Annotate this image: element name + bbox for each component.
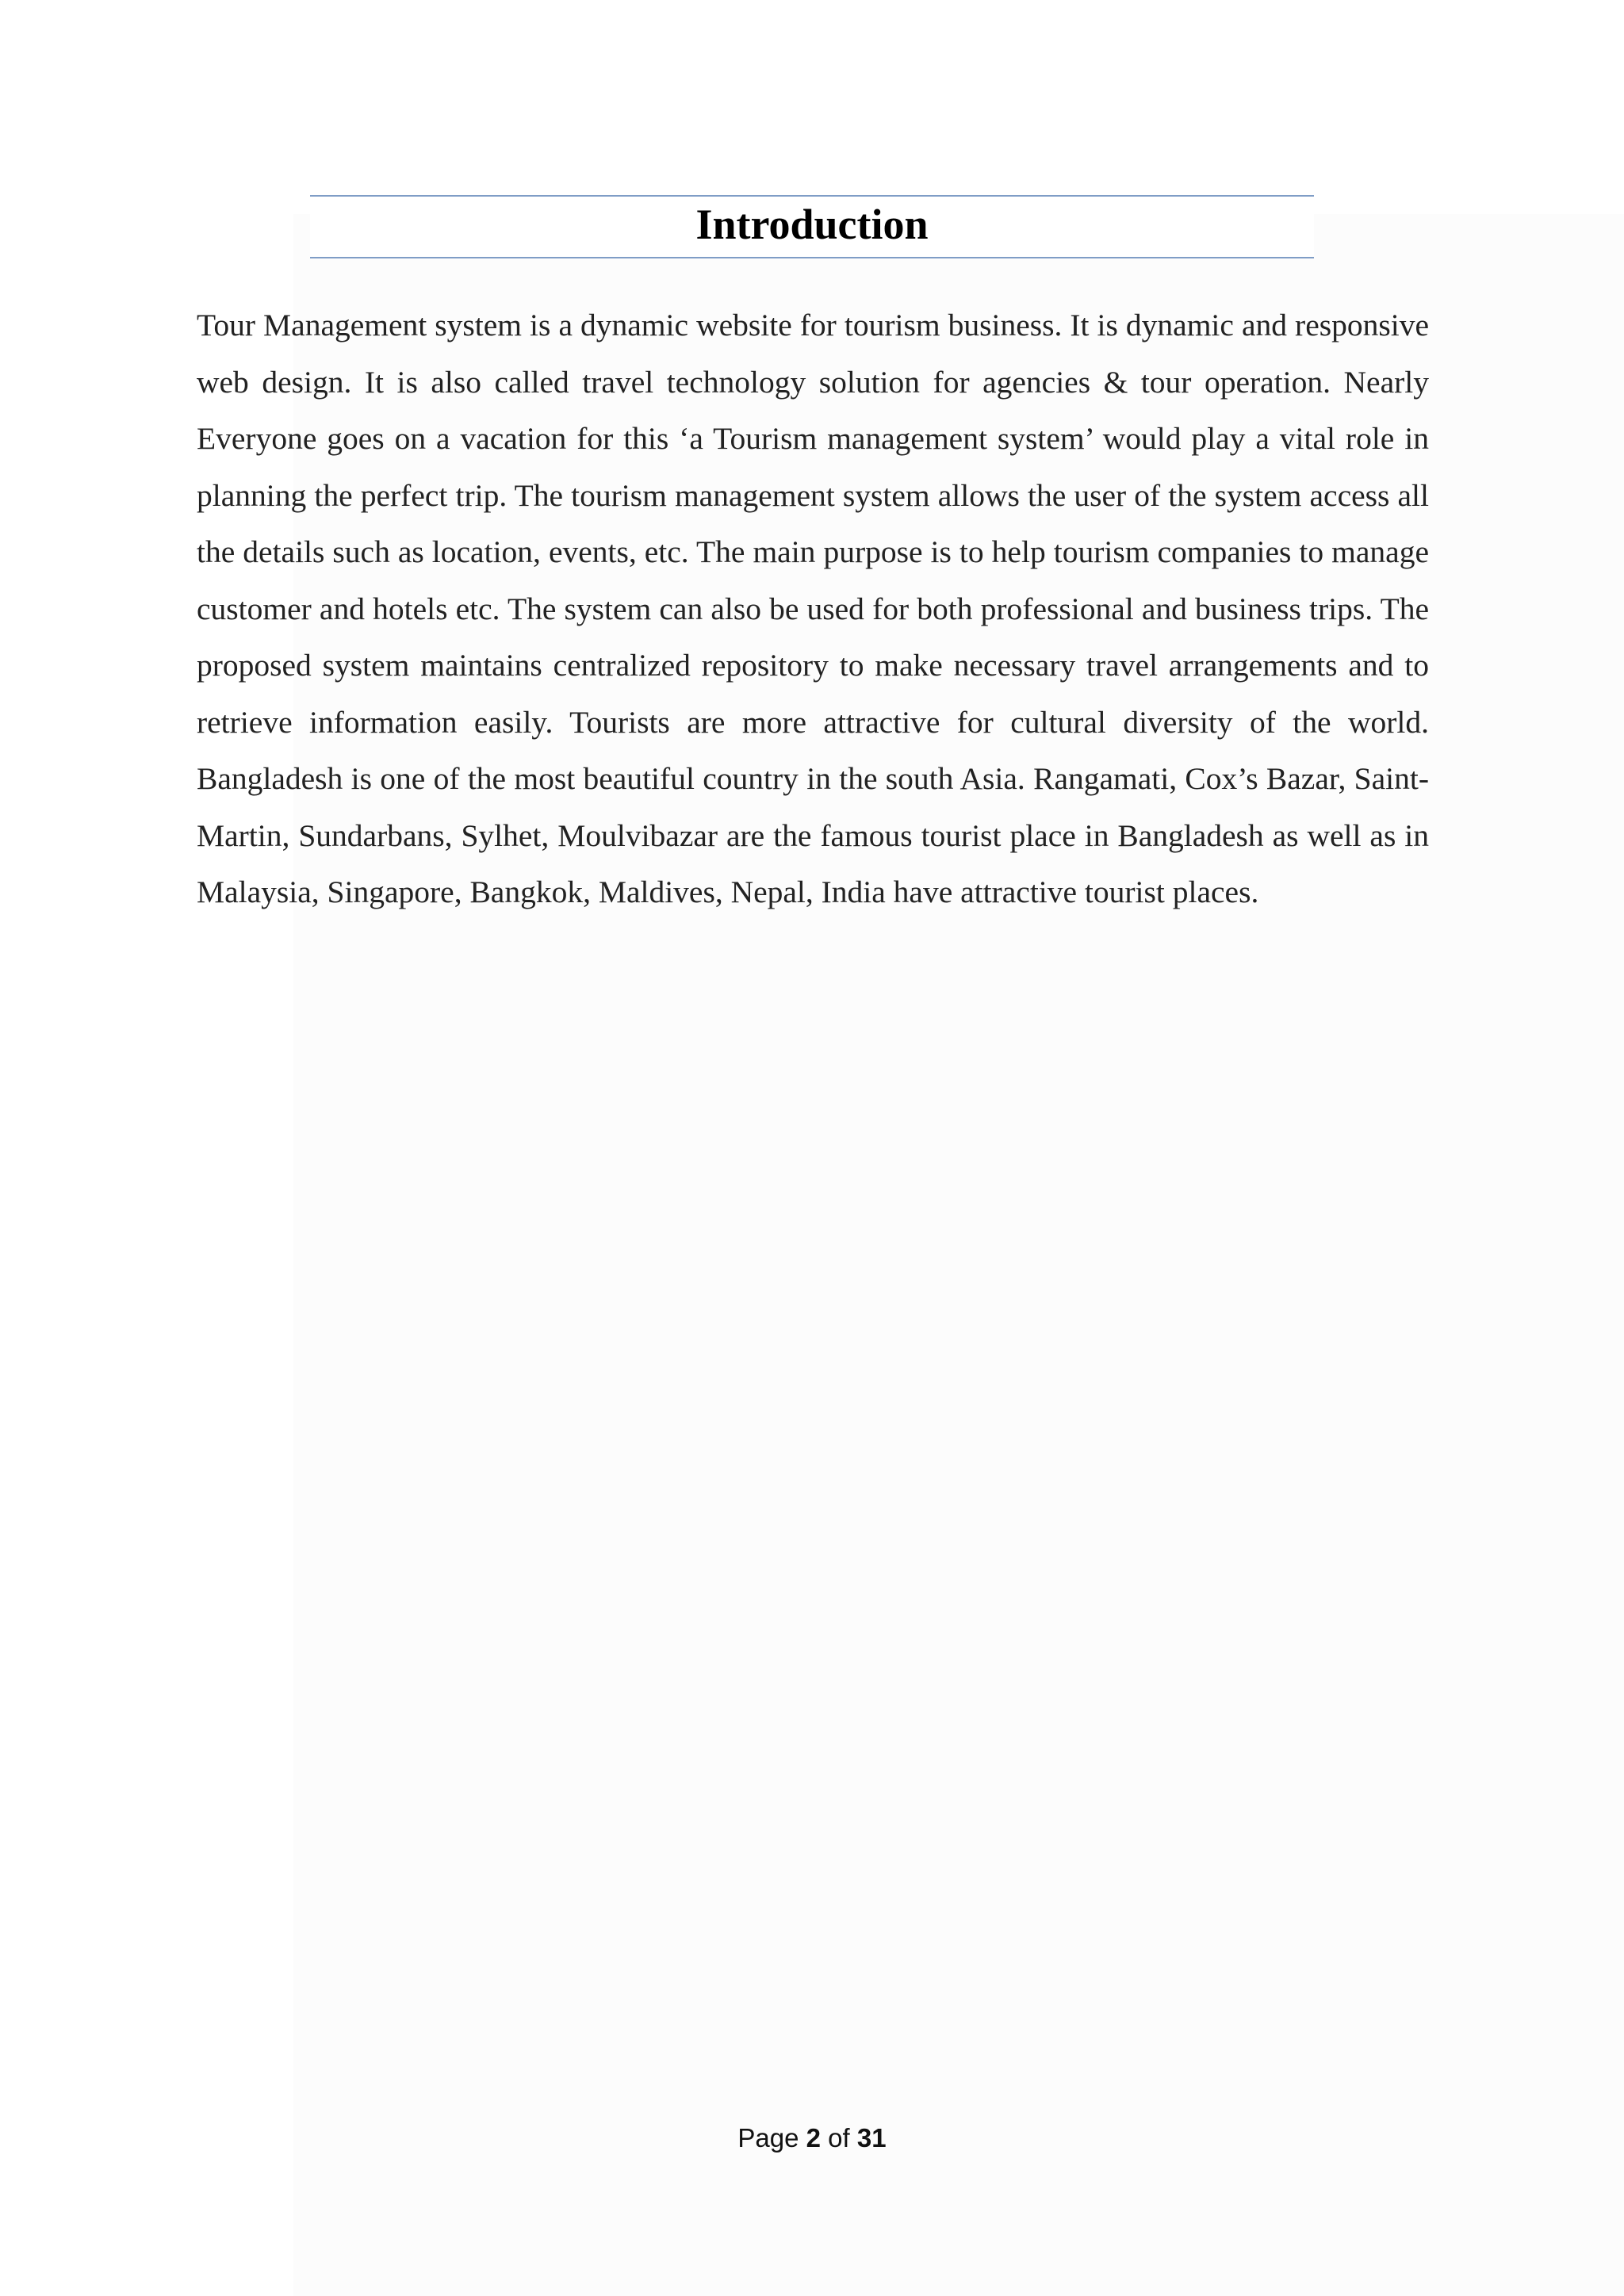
section-title: Introduction — [695, 201, 929, 248]
section-heading — [310, 195, 1314, 258]
intro-paragraph: Tour Management system is a dynamic website for tourism business. It is dynamic and responsive web design. It is also called travel technology solution for agencies & tour operation. Nearly Everyone goes on a vacation for this ‘a Tourism management system’ would play a vital role in planning the perfect trip. The tourism management system allows the user of the system access all the details such as location, events, etc. The main purpose is to help tourism companies to manage customer and hotels etc. The system can also be used for both professional and business trips. The proposed system maintains centralized repository to make necessary travel arrangements and to retrieve information easily. Tourists are more attractive for cultural diversity of the world. Bangladesh is one of the most beautiful country in the south Asia. Rangamati, Cox’s Bazar, Saint-Martin, Sundarbans, Sylhet, Moulvibazar are the famous tourist place in Bangladesh as well as in Malaysia, Singapore, Bangkok, Maldives, Nepal, India have attractive tourist places. — [197, 308, 1429, 909]
footer-current-page: 2 — [806, 2123, 821, 2152]
footer-total-pages: 31 — [856, 2123, 887, 2152]
footer-of-word: of — [828, 2123, 850, 2152]
footer-page-word: Page — [737, 2123, 799, 2152]
page-footer — [0, 2123, 1624, 2153]
